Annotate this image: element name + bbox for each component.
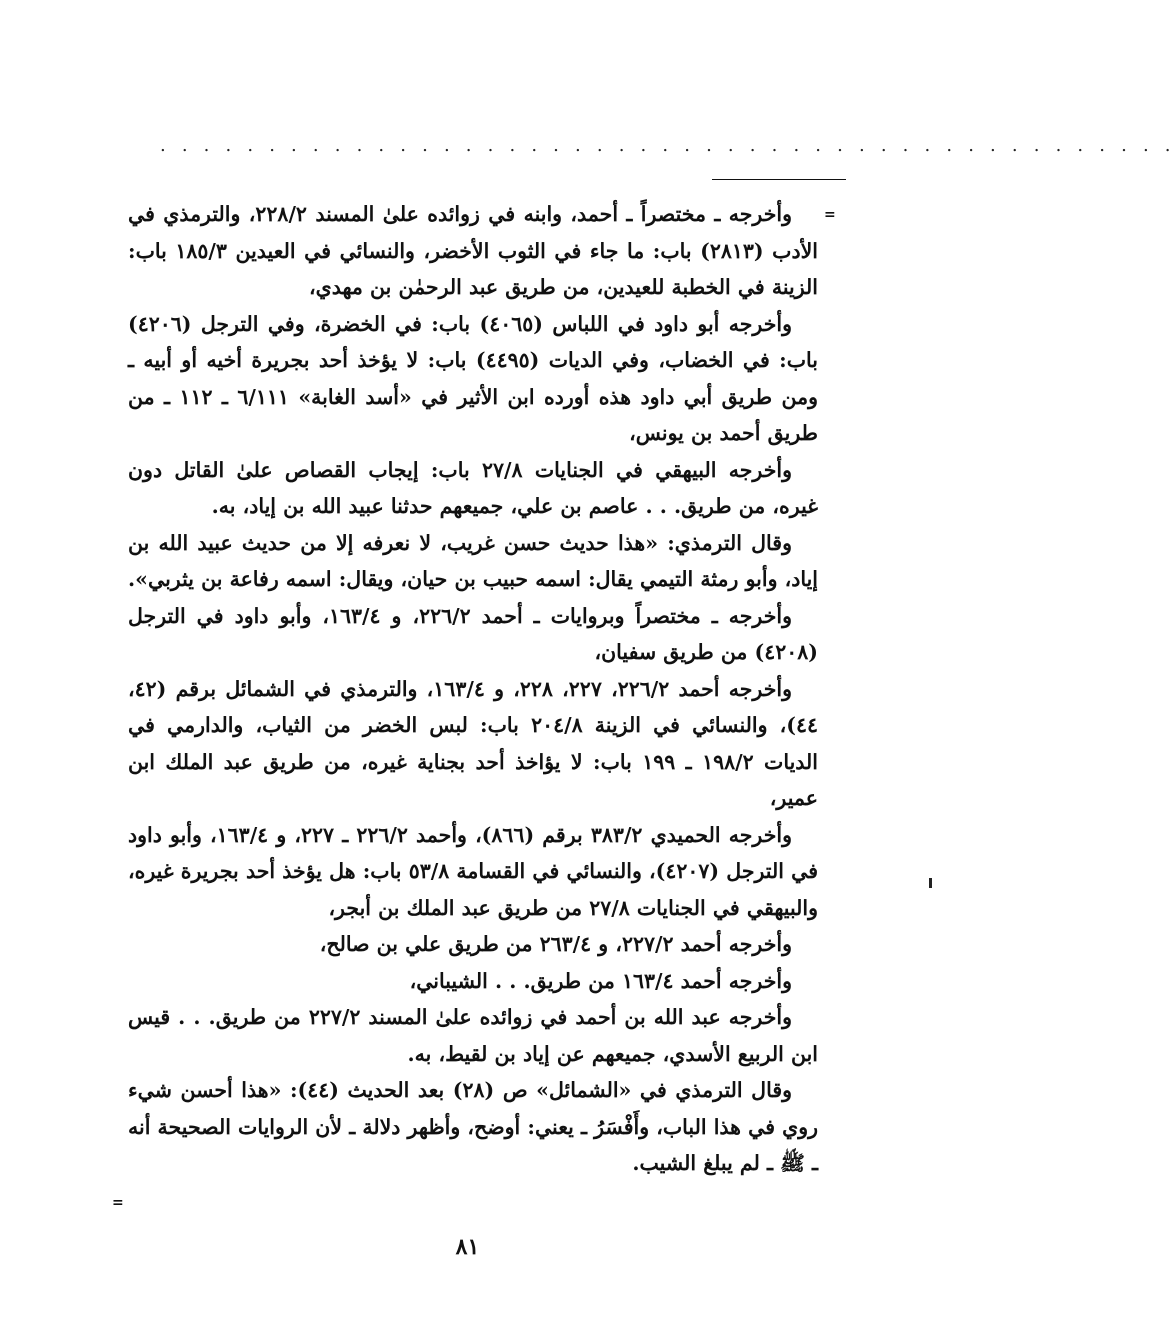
page-number: ٨١ [455,1234,480,1260]
footnote-rule [712,179,846,180]
continuation-mark-top: = [824,207,836,223]
footnote-paragraph-1: وأخرجه ـ مختصراً ـ أحمد، وابنه في زوائده علىٰ المسند ٢٢٨/٢، والترمذي في الأدب (٢٨١٣) باب: ما جاء في الثوب الأخضر، والنسائي في العيدين ١٨٥/٣ باب: الزينة في الخطبة للعيدين، من طريق عبد الرحمٰن بن مهدي، [128,202,819,299]
dotted-separator: . . . . . . . . . . . . . . . . . . . . . . . . . . . . . . . . . . . . . . . . . . . . . . . [160,135,1176,156]
footnote-paragraph-9: وأخرجه أحمد ١٦٣/٤ من طريق. . . الشيباني، [409,968,792,993]
footnote-paragraph-10: وأخرجه عبد الله بن أحمد في زوائده علىٰ المسند ٢٢٧/٢ من طريق. . . قيس ابن الربيع الأسدي، جميعهم عن إياد بن لقيط، به. [128,1005,818,1066]
footnote-paragraph-5: وأخرجه ـ مختصراً وبروايات ـ أحمد ٢٢٦/٢، و ١٦٣/٤، وأبو داود في الترجل (٤٢٠٨) من طريق سفيان، [128,603,818,664]
footnote-paragraph-7: وأخرجه الحميدي ٣٨٣/٢ برقم (٨٦٦)، وأحمد ٢٢٦/٢ ـ ٢٢٧، و ١٦٣/٤، وأبو داود في الترجل (٤٢٠٧)، والنسائي في القسامة ٥٣/٨ باب: هل يؤخذ أحد بجريرة غيره، والبيهقي في الجنايات ٢٧/٨ من طريق عبد الملك بن أبجر، [128,822,818,920]
margin-speck [929,878,932,888]
footnote-body [128,196,818,1226]
footnote-paragraph-4: وقال الترمذي: «هذا حديث حسن غريب، لا نعرفه إلا من حديث عبيد الله بن إياد، وأبو رمثة التيمي يقال: اسمه حبيب بن حيان، ويقال: اسمه رفاعة بن يثربي». [128,530,818,591]
continuation-mark-bottom: = [112,1195,124,1211]
footnote-paragraph-11: وقال الترمذي في «الشمائل» ص (٢٨) بعد الحديث (٤٤): «هذا أحسن شيء روي في هذا الباب، وأَفْسَرُ ـ يعني: أوضح، وأظهر دلالة ـ لأن الروايات الصحيحة أنه ـ ﷺ ـ لم يبلغ الشيب. [128,1078,818,1175]
footnote-paragraph-8: وأخرجه أحمد ٢٢٧/٢، و ٢٦٣/٤ من طريق علي بن صالح، [319,932,792,956]
footnote-paragraph-3: وأخرجه البيهقي في الجنايات ٢٧/٨ باب: إيجاب القصاص علىٰ القاتل دون غيره، من طريق. . . عاصم بن علي، جميعهم حدثنا عبيد الله بن إياد، به. [128,457,818,518]
footnote-paragraph-2: وأخرجه أبو داود في اللباس (٤٠٦٥) باب: في الخضرة، وفي الترجل (٤٢٠٦) باب: في الخضاب، وفي الديات (٤٤٩٥) باب: لا يؤخذ أحد بجريرة أخيه أو أبيه ـ ومن طريق أبي داود هذه أورده ابن الأثير في «أسد الغابة» ٦/١١١ ـ ١١٢ ـ من طريق أحمد بن يونس، [128,311,819,445]
footnote-paragraph-6: وأخرجه أحمد ٢٢٦/٢، ٢٢٧، ٢٢٨، و ١٦٣/٤، والترمذي في الشمائل برقم (٤٢، ٤٤)، والنسائي في الزينة ٢٠٤/٨ باب: لبس الخضر من الثياب، والدارمي في الديات ١٩٨/٢ ـ ١٩٩ باب: لا يؤاخذ أحد بجناية غيره، من طريق عبد الملك ابن عمير، [128,676,818,810]
